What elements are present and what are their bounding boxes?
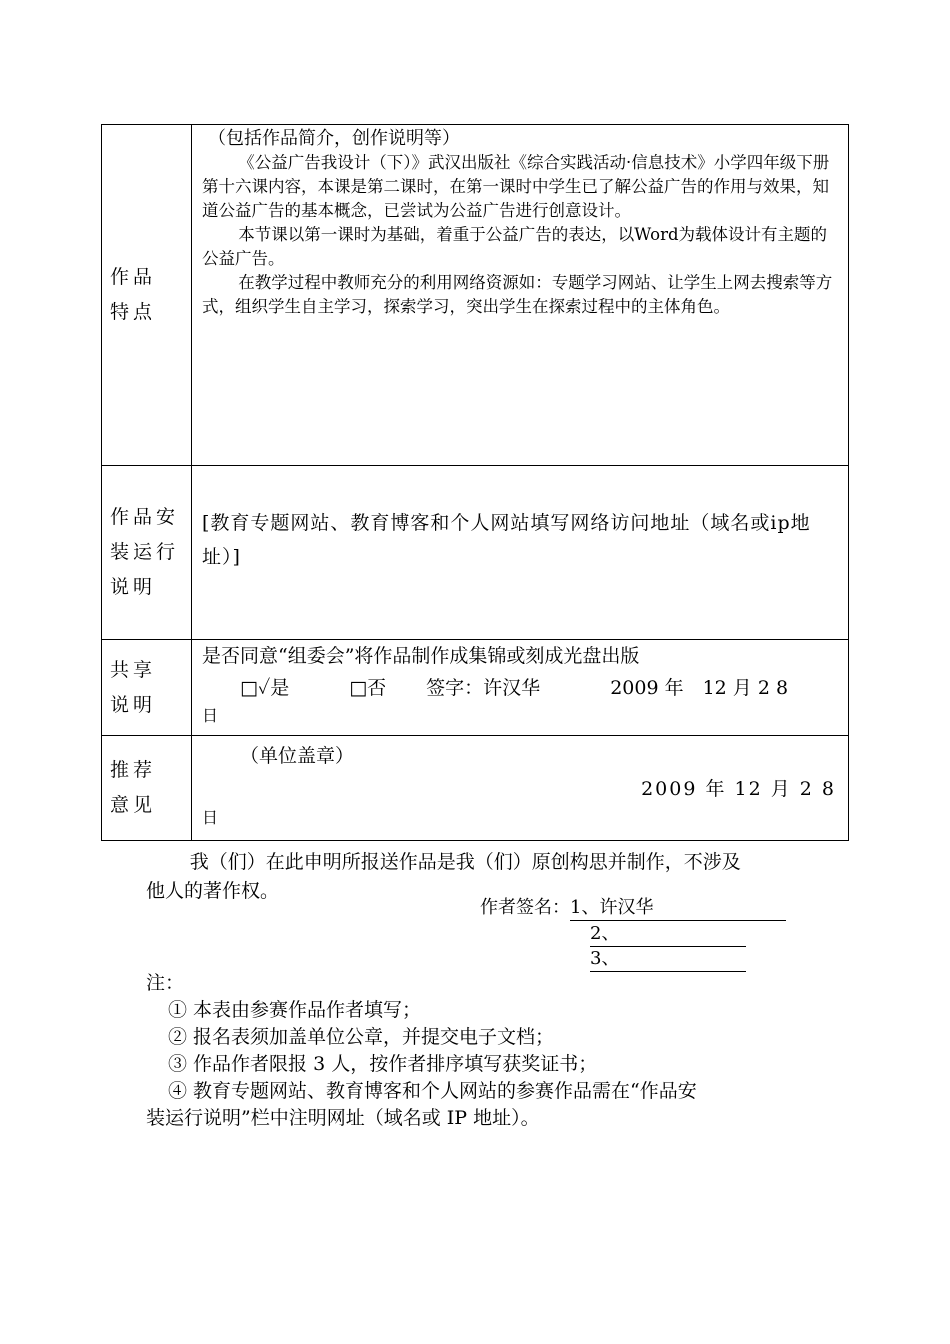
note-item-3: ③ 作品作者限报 3 人，按作者排序填写获奖证书； <box>168 1053 598 1075</box>
recommend-content-cell <box>192 736 849 841</box>
share-label-line2: 说明 <box>110 693 157 716</box>
share-label-line1: 共享 <box>110 658 157 681</box>
share-no-checkbox[interactable]: □否 <box>349 677 387 699</box>
install-label-line3: 说明 <box>110 576 157 598</box>
install-label-line1: 作品安 <box>110 506 180 528</box>
author-3: 3、 <box>590 948 620 969</box>
note-item-2: ② 报名表须加盖单位公章，并提交电子文档； <box>168 1026 555 1048</box>
features-label-cell <box>102 125 192 466</box>
install-content-cell <box>192 466 849 640</box>
declaration-line-1: 我（们）在此申明所报送作品是我（们）原创构思并制作，不涉及 <box>189 851 741 873</box>
share-label-cell <box>102 640 192 736</box>
features-content-cell <box>192 125 849 466</box>
note-item-4-line-1: ④ 教育专题网站、教育博客和个人网站的参赛作品需在“作品安 <box>168 1080 697 1102</box>
features-paragraph-1: 《公益广告我设计（下）》武汉出版社《综合实践活动·信息技术》小学四年级下册第十六课内容，本课是第二课时，在第一课时中学生已了解公益广告的作用与效果，知道公益广告的基本概念，已尝试为公益广告进行创意设计。 <box>202 153 830 220</box>
features-row <box>102 125 849 466</box>
notes-section <box>146 970 826 1132</box>
features-hint: （包括作品简介，创作说明等） <box>208 128 460 149</box>
author-1: 1、许汉华 <box>570 897 654 918</box>
recommend-row <box>102 736 849 841</box>
declaration-line-2: 他人的著作权。 <box>146 880 280 902</box>
share-date-tail: 日 <box>202 706 219 725</box>
share-signature: 签字：许汉华 <box>426 677 541 699</box>
sign-label: 作者签名： <box>480 897 570 918</box>
note-item-4-line-2: 装运行说明”栏中注明网址（域名或 IP 地址）。 <box>146 1107 540 1129</box>
features-paragraph-3: 在教学过程中教师充分的利用网络资源如：专题学习网站、让学生上网去搜索等方式，组织学生自主学习，探索学习，突出学生在探索过程中的主体角色。 <box>202 273 833 316</box>
share-date: 2009 年 12 月 2 8 <box>610 677 789 699</box>
share-question: 是否同意“组委会”将作品制作成集锦或刻成光盘出版 <box>202 645 640 667</box>
install-text: [教育专题网站、教育博客和个人网站填写网络访问地址（域名或ip地址）] <box>202 512 811 568</box>
features-label-line2: 特点 <box>110 301 157 323</box>
recommend-date-tail: 日 <box>202 808 219 827</box>
entry-form-table <box>101 124 849 841</box>
install-label-cell <box>102 466 192 640</box>
recommend-label-line1: 推荐 <box>110 759 157 781</box>
recommend-label-cell <box>102 736 192 841</box>
share-content-cell <box>192 640 849 736</box>
share-row <box>102 640 849 736</box>
share-yes-checkbox[interactable]: □✓是 <box>240 677 290 699</box>
features-label-line1: 作品 <box>110 266 157 288</box>
note-item-1: ① 本表由参赛作品作者填写； <box>168 999 422 1021</box>
install-row <box>102 466 849 640</box>
recommend-seal: （单位盖章） <box>240 745 355 767</box>
recommend-label-line2: 意见 <box>110 794 157 816</box>
install-label-line2: 装运行 <box>110 541 180 563</box>
notes-title: 注： <box>146 972 185 994</box>
author-2: 2、 <box>590 923 620 944</box>
features-paragraph-2: 本节课以第一课时为基础，着重于公益广告的表达，以Word为载体设计有主题的公益广告。 <box>202 225 828 268</box>
recommend-date: 2009 年 12 月 2 8 <box>641 778 836 800</box>
